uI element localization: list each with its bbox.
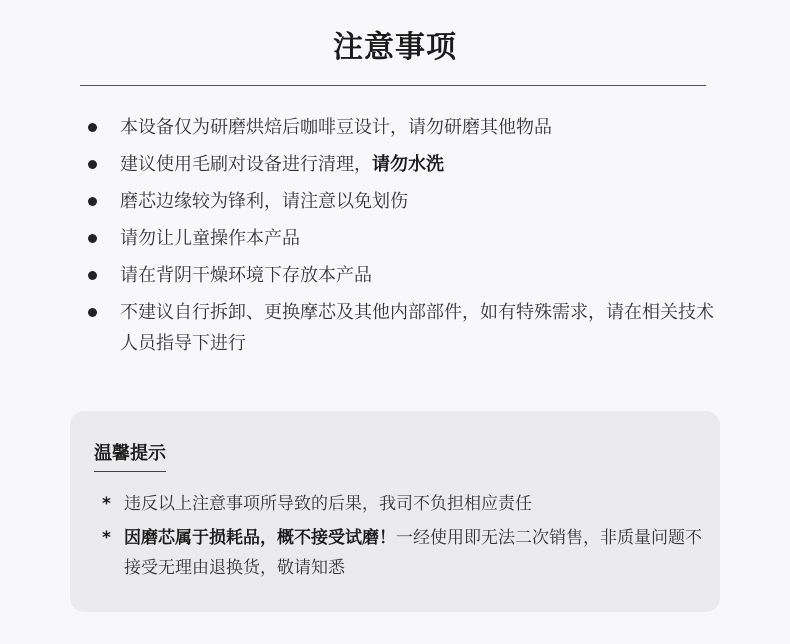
list-item bbox=[82, 297, 722, 359]
tip-text: 违反以上注意事项所导致的后果，我司不负担相应责任 bbox=[124, 494, 532, 514]
tip-item bbox=[102, 523, 702, 583]
note-text: 建议使用毛刷对设备进行清理， bbox=[120, 154, 372, 175]
notes-list bbox=[82, 112, 722, 365]
bullet-icon bbox=[88, 160, 97, 169]
page-title: 注意事项 bbox=[333, 30, 457, 65]
list-item bbox=[82, 260, 722, 291]
note-text: 本设备仅为研磨烘焙后咖啡豆设计，请勿研磨其他物品 bbox=[120, 117, 552, 138]
bullet-icon bbox=[88, 308, 97, 317]
tip-text: 一经使用即无法二次销售，非质量问题不接受无理由退换货，敬请知悉 bbox=[124, 528, 702, 578]
list-item bbox=[82, 112, 722, 143]
list-item bbox=[82, 149, 722, 180]
tips-box bbox=[70, 411, 720, 612]
note-text: 磨芯边缘较为锋利，请注意以免划伤 bbox=[120, 191, 408, 212]
asterisk-icon: * bbox=[102, 528, 111, 548]
list-item bbox=[82, 223, 722, 254]
bullet-icon bbox=[88, 123, 97, 132]
bullet-icon bbox=[88, 234, 97, 243]
note-emphasis: 请勿水洗 bbox=[372, 154, 444, 175]
bullet-icon bbox=[88, 197, 97, 206]
bullet-icon bbox=[88, 271, 97, 280]
title-divider bbox=[80, 85, 706, 86]
asterisk-icon: * bbox=[102, 494, 111, 514]
tips-list bbox=[102, 489, 702, 587]
tip-emphasis: 因磨芯属于损耗品，概不接受试磨！ bbox=[124, 528, 396, 548]
list-item bbox=[82, 186, 722, 217]
note-text: 不建议自行拆卸、更换摩芯及其他内部部件，如有特殊需求，请在相关技术人员指导下进行 bbox=[120, 302, 714, 354]
note-text: 请在背阴干燥环境下存放本产品 bbox=[120, 265, 372, 286]
tip-item bbox=[102, 489, 702, 519]
tips-title: 温馨提示 bbox=[94, 439, 166, 472]
note-text: 请勿让儿童操作本产品 bbox=[120, 228, 300, 249]
